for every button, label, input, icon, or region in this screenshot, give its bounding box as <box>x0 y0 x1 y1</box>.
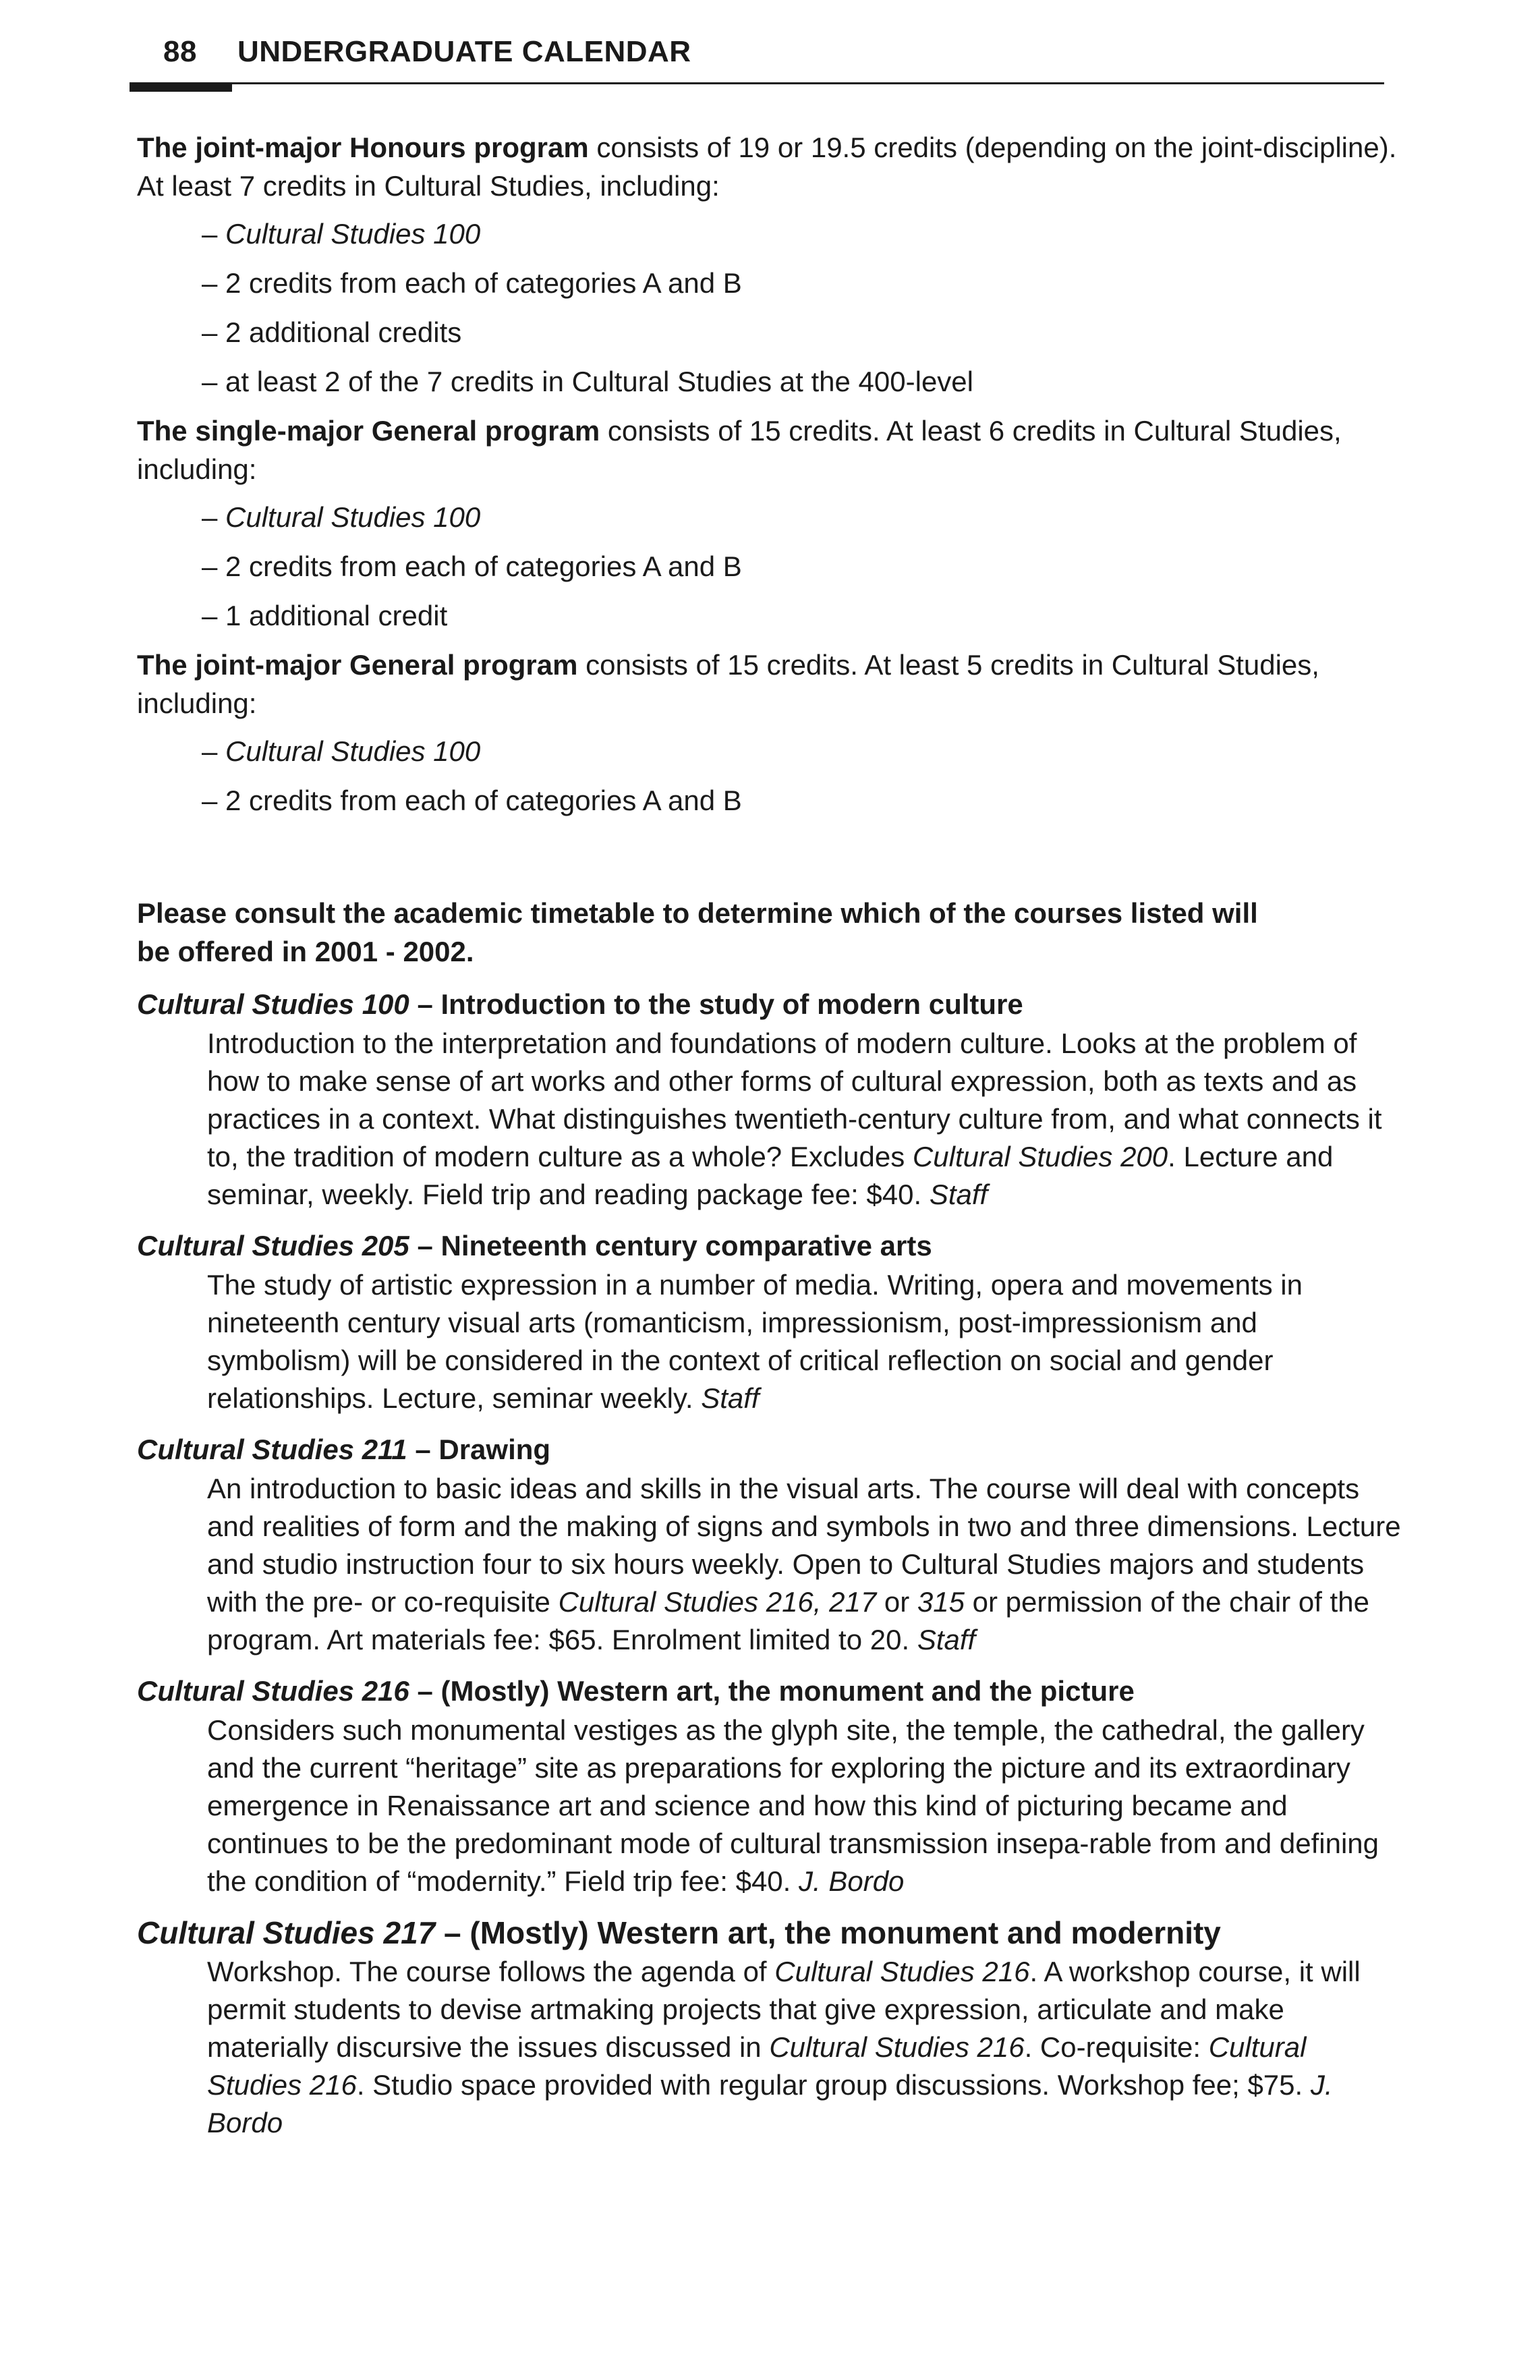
program-name: The joint-major General program <box>137 649 578 681</box>
course-name: Nineteenth century comparative arts <box>440 1230 932 1262</box>
course-description <box>207 1953 1401 2142</box>
requirement-text: 2 credits from each of categories A and B <box>225 267 742 299</box>
list-item <box>202 362 1405 401</box>
italic-text-run: Cultural Studies 216 <box>207 2031 1307 2101</box>
program-description <box>137 128 1405 205</box>
italic-text-run: Cultural Studies 200 <box>912 1141 1168 1172</box>
list-item <box>202 313 1405 351</box>
italic-text-run: 315 <box>917 1586 965 1618</box>
italic-text-run: Cultural Studies 216 <box>769 2031 1025 2063</box>
running-title: UNDERGRADUATE CALENDAR <box>237 35 691 68</box>
course-entry <box>137 1226 1405 1417</box>
course-name: (Mostly) Western art, the monument and the picture <box>440 1675 1135 1707</box>
title-separator: – <box>409 1230 441 1262</box>
course-entry <box>137 1429 1405 1659</box>
list-item <box>202 781 1405 820</box>
list-item <box>202 215 1405 253</box>
italic-text-run: Staff <box>917 1624 976 1655</box>
title-separator: – <box>407 1434 439 1465</box>
course-title <box>137 984 1405 1025</box>
course-entry <box>137 1671 1405 1900</box>
program-text: consists of 15 credits. At least 6 credits in Cultural Studies, including: <box>137 415 1342 485</box>
requirement-text: 2 credits from each of categories A and B <box>225 550 742 582</box>
list-item <box>202 264 1405 302</box>
text-run: or <box>876 1586 917 1618</box>
program-single-general <box>137 412 1405 635</box>
text-run: Introduction to the interpretation and foundations of modern culture. Looks at the problem of how to make sense of art works and other forms of cultural expression, both as texts and as practices in a context. What distinguishes twentieth-century culture from, and what connects it to, the tradition of modern culture as a whole? Excludes <box>207 1027 1382 1172</box>
requirement-text: Cultural Studies 100 <box>225 218 481 250</box>
page-content <box>137 128 1405 2154</box>
course-code: Cultural Studies 211 <box>137 1434 407 1465</box>
program-name: The single-major General program <box>137 415 600 447</box>
text-run: . Studio space provided with regular group discussions. Workshop fee; $75. <box>356 2069 1311 2101</box>
requirement-text: 2 additional credits <box>225 316 462 348</box>
list-item <box>202 732 1405 770</box>
course-name: Drawing <box>438 1434 551 1465</box>
text-run: The study of artistic expression in a number of media. Writing, opera and movements in nineteenth century visual arts (romanticism, impressionism, post-impressionism and symbolism) will be considered in the context of critical reflection on social and gender relationships. Lecture, seminar weekly. <box>207 1269 1303 1414</box>
requirement-list <box>137 498 1405 635</box>
course-code: Cultural Studies 205 <box>137 1230 409 1262</box>
timetable-notice: Please consult the academic timetable to determine which of the courses listed will be offered in 2001 - 2002. <box>137 897 1258 967</box>
italic-text-run: J. Bordo <box>207 2069 1333 2138</box>
requirement-text: at least 2 of the 7 credits in Cultural Studies at the 400-level <box>225 366 973 397</box>
course-title <box>137 1429 1405 1470</box>
course-title <box>137 1671 1405 1711</box>
list-item <box>202 547 1405 586</box>
course-description <box>207 1025 1401 1214</box>
course-title <box>137 1226 1405 1266</box>
requirement-list <box>137 215 1405 401</box>
italic-text-run: J. Bordo <box>799 1865 905 1897</box>
course-description <box>207 1470 1401 1659</box>
course-entry <box>137 1913 1405 2142</box>
course-title <box>137 1913 1405 1953</box>
text-run: . Lecture and seminar, weekly. Field trip and reading package fee: $40. <box>207 1141 1334 1210</box>
program-joint-honours <box>137 128 1405 401</box>
program-description <box>137 646 1405 722</box>
requirement-text: 1 additional credit <box>225 600 448 631</box>
course-description <box>207 1711 1401 1900</box>
course-code: Cultural Studies 216 <box>137 1675 409 1707</box>
page-number: 88 <box>163 35 197 68</box>
title-separator: – <box>435 1915 470 1950</box>
program-joint-general <box>137 646 1405 820</box>
text-run: Workshop. The course follows the agenda of <box>207 1956 775 1987</box>
text-run: or permission of the chair of the program. Art materials fee: $65. Enrolment limited to 20. <box>207 1586 1369 1655</box>
running-head <box>163 35 691 69</box>
course-code: Cultural Studies 217 <box>137 1915 436 1950</box>
course-entry <box>137 984 1405 1214</box>
text-run: . A workshop course, it will permit students to devise artmaking projects that give expression, articulate and make materially discursive the issues discussed in <box>207 1956 1361 2063</box>
course-description <box>207 1266 1401 1417</box>
text-run: . Co-requisite: <box>1024 2031 1209 2063</box>
title-separator: – <box>409 988 441 1020</box>
requirement-list <box>137 732 1405 820</box>
header-rule-accent <box>130 83 232 92</box>
italic-text-run: Staff <box>701 1382 760 1414</box>
requirement-text: Cultural Studies 100 <box>225 735 481 767</box>
course-name: Introduction to the study of modern culture <box>440 988 1023 1020</box>
title-separator: – <box>409 1675 441 1707</box>
program-name: The joint-major Honours program <box>137 132 589 163</box>
italic-text-run: Cultural Studies 216 <box>774 1956 1030 1987</box>
course-name: (Mostly) Western art, the monument and modernity <box>469 1915 1221 1950</box>
list-item <box>202 498 1405 536</box>
requirement-text: 2 credits from each of categories A and B <box>225 785 742 816</box>
requirement-text: Cultural Studies 100 <box>225 501 481 533</box>
text-run: Considers such monumental vestiges as the glyph site, the temple, the cathedral, the gallery and the current “heritage” site as preparations for exploring the picture and its extraordinary emergence in Renaissance art and science and how this kind of picturing became and continues to be the predominant mode of cultural transmission insepa-rable from and defining the condition of “modernity.” Field trip fee: $40. <box>207 1714 1379 1897</box>
program-description <box>137 412 1405 488</box>
program-text: consists of 19 or 19.5 credits (depending on the joint-discipline). At least 7 credits in Cultural Studies, including: <box>137 132 1397 202</box>
text-run: An introduction to basic ideas and skills in the visual arts. The course will deal with concepts and realities of form and the making of signs and symbols in two and three dimensions. Lecture and studio instruction four to six hours weekly. Open to Cultural Studies majors and students with the pre- or co-requisite <box>207 1473 1401 1618</box>
list-item <box>202 596 1405 635</box>
header-rule <box>130 82 1384 84</box>
course-code: Cultural Studies 100 <box>137 988 409 1020</box>
italic-text-run: Cultural Studies 216, 217 <box>558 1586 877 1618</box>
program-text: consists of 15 credits. At least 5 credits in Cultural Studies, including: <box>137 649 1319 719</box>
italic-text-run: Staff <box>929 1179 988 1210</box>
